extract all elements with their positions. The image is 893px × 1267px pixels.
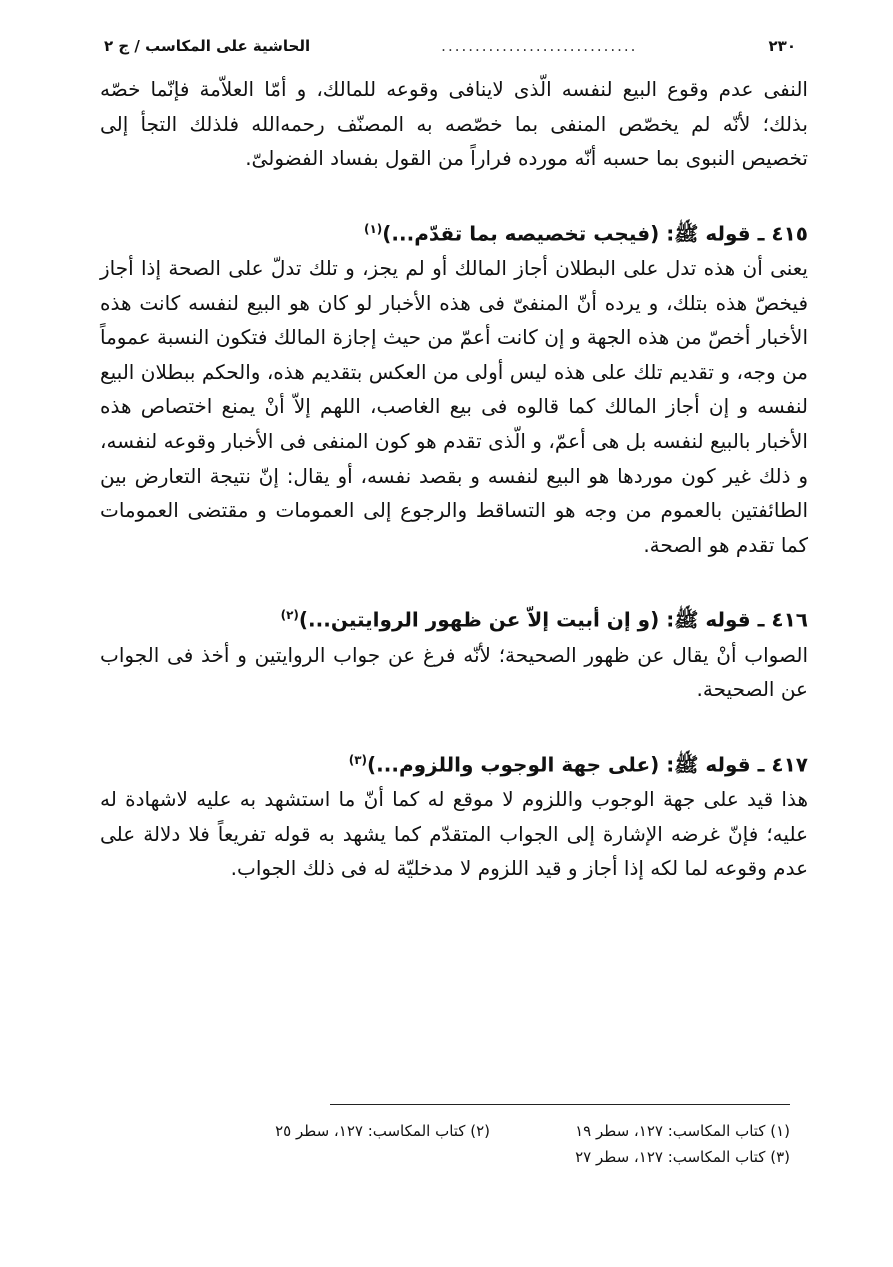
footnotes bbox=[190, 1118, 790, 1170]
intro-paragraph: النفى عدم وقوع البيع لنفسه الّذى لاينافى وقوعه للمالك، و أمّا العلاّمة فإنّما خصّه بذلك؛ لأنّه لم يخصّص المنفى بما خصّصه به المصنّف رحمه‌الله فلذلك التجأ إلى تخصيص النبوى بما حسبه أنّه مورده فراراً من القول بفساد الفضولىّ. bbox=[100, 77, 808, 171]
section-heading bbox=[100, 598, 808, 637]
running-title: الحاشية على المكاسب / ج ٢ bbox=[104, 37, 311, 55]
section-415 bbox=[100, 212, 808, 563]
heading-text: ٤١٦ ـ قوله ﷺ: (و إن أبيت إلاّ عن ظهور الروايتين...) bbox=[298, 608, 808, 633]
footnote-ref: (٢) bbox=[280, 608, 299, 623]
section-heading bbox=[100, 212, 808, 251]
heading-text: ٤١٥ ـ قوله ﷺ: (فيجب تخصيصه بما تقدّم...) bbox=[382, 221, 808, 246]
running-header bbox=[104, 32, 796, 60]
footnote-row bbox=[190, 1144, 790, 1170]
heading-text: ٤١٧ ـ قوله ﷺ: (على جهة الوجوب واللزوم...) bbox=[367, 752, 808, 777]
main-text bbox=[100, 72, 808, 922]
footnote-ref: (٣) bbox=[348, 752, 368, 767]
section-paragraph: يعنى أن هذه تدل على البطلان أجاز المالك أو لم يجز، و تلك تدلّ على الصحة إذا أجاز فيخصّ هذه بتلك، و يرده أنّ المنفىّ فى هذه الأخبار لو كان هو البيع لنفسه كانت هذه الأخبار أخصّ من هذه الجهة و إن كانت أعمّ من حيث إجازة المالك فتكون النسبة عموماً من وجه، و تقديم تلك على هذه ليس أولى من العكس بتقديم هذه، والحكم ببطلان البيع لنفسه و إن أجاز المالك كما قالوه فى بيع الغاصب، اللهم إلاّ أنْ يمنع اختصاص هذه الأخبار بالبيع لنفسه بل هى أعمّ، و الّذى تقدم هو كون المنفى فى الأخبار وقوعه لنفسه، و ذلك غير كون موردها هو البيع لنفسه و بقصد نفسه، أو يقال: إنّ نتيجة التعارض بين الطائفتين بالعموم من وجه هو التساقط والرجوع إلى العمومات و مقتضى العمومات كما تقدم هو الصحة. bbox=[100, 256, 808, 557]
footnote-divider bbox=[330, 1104, 790, 1105]
section-paragraph: هذا قيد على جهة الوجوب واللزوم لا موقع له كما أنّ ما استشهد به عليه لاشهادة له عليه؛ فإنّ غرضه الإشارة إلى الجواب المتقدّم كما يشهد به قوله تفريعاً فلا دلالة على عدم وقوعه لما لكه إذا أجاز و قيد اللزوم لا مدخليّة له فى ذلك الجواب. bbox=[100, 787, 808, 881]
header-dot-leader: ............................. bbox=[441, 37, 638, 55]
footnote-row bbox=[190, 1118, 790, 1144]
page-number: ٢٣٠ bbox=[768, 37, 796, 55]
section-416 bbox=[100, 598, 808, 706]
footnote-2: (٢) كتاب المكاسب: ١٢٧، سطر ٢٥ bbox=[275, 1122, 490, 1140]
section-heading bbox=[100, 743, 808, 782]
footnote-1: (١) كتاب المكاسب: ١٢٧، سطر ١٩ bbox=[575, 1122, 790, 1140]
footnote-ref: (١) bbox=[363, 221, 383, 236]
section-417 bbox=[100, 743, 808, 886]
section-paragraph: الصواب أنْ يقال عن ظهور الصحيحة؛ لأنّه فرغ عن جواب الروايتين و أخذ فى الجواب عن الصحيحة. bbox=[100, 642, 808, 702]
footnote-3: (٣) كتاب المكاسب: ١٢٧، سطر ٢٧ bbox=[575, 1148, 790, 1166]
